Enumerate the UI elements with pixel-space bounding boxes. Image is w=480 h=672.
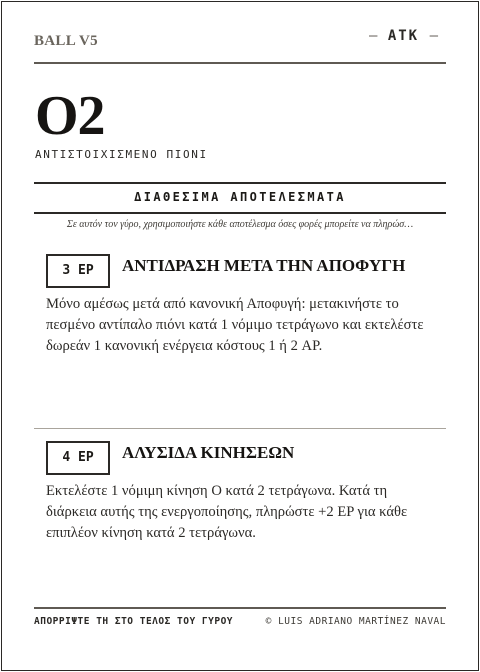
effect-title: ΑΝΤΙΔΡΑΣΗ ΜΕΤΑ ΤΗΝ ΑΠΟΦΥΓΗ <box>122 256 406 275</box>
type-tag <box>369 28 438 44</box>
copyright-credit: © LUIS ADRIANO MARTÍNEZ NAVAL <box>265 616 446 627</box>
discard-instruction: ΑΠΟΡΡΙΨΤΕ ΤΗ ΣΤΟ ΤΕΛΟΣ ΤΟΥ ΓΥΡΟΥ <box>34 616 234 627</box>
effect-title: ΑΛΥΣΙΔΑ ΚΙΝΗΣΕΩΝ <box>122 443 295 462</box>
game-card <box>1 1 479 671</box>
card-header <box>34 26 446 64</box>
card-subtitle: ΑΝΤΙΣΤΟΙΧΙΣΜΕΝΟ ΠΙΟΝΙ <box>35 148 208 161</box>
type-tag-label: ATK <box>387 28 420 44</box>
brand-label: BALL V5 <box>34 33 98 49</box>
card-id: O2 <box>35 85 105 147</box>
section-intro: Σε αυτόν τον γύρο, χρησιμοποιήστε κάθε αποτέλεσμα όσες φορές μπορείτε να πληρώσ… <box>66 219 414 230</box>
effect-divider <box>34 428 446 429</box>
type-tag-dash-right: — <box>429 28 438 44</box>
effect-description: Εκτελέστε 1 νόμιμη κίνηση Ο κατά 2 τετράγωνα. Κατά τη διάρκεια αυτής της ενεργοποίησης, πληρώστε +2 EP για κάθε επιπλέον κίνηση κατά 2 τετράγωνα. <box>46 483 408 541</box>
effect-cost-badge: 4 EP <box>46 441 110 475</box>
card-footer <box>34 607 446 627</box>
type-tag-dash-left: — <box>368 28 378 44</box>
section-title: ΔΙΑΘΕΣΙΜΑ ΑΠΟΤΕΛΕΣΜΑΤΑ <box>34 182 446 214</box>
effect-cost-badge: 3 EP <box>46 254 110 288</box>
effect-description: Μόνο αμέσως μετά από κανονική Αποφυγή: μετακινήστε το πεσμένο αντίπαλο πιόνι κατά 1 νόμιμο τετράγωνο και εκτελέστε δωρεάν 1 κανονική ενέργεια κόστους 1 ή 2 AP. <box>46 296 424 354</box>
